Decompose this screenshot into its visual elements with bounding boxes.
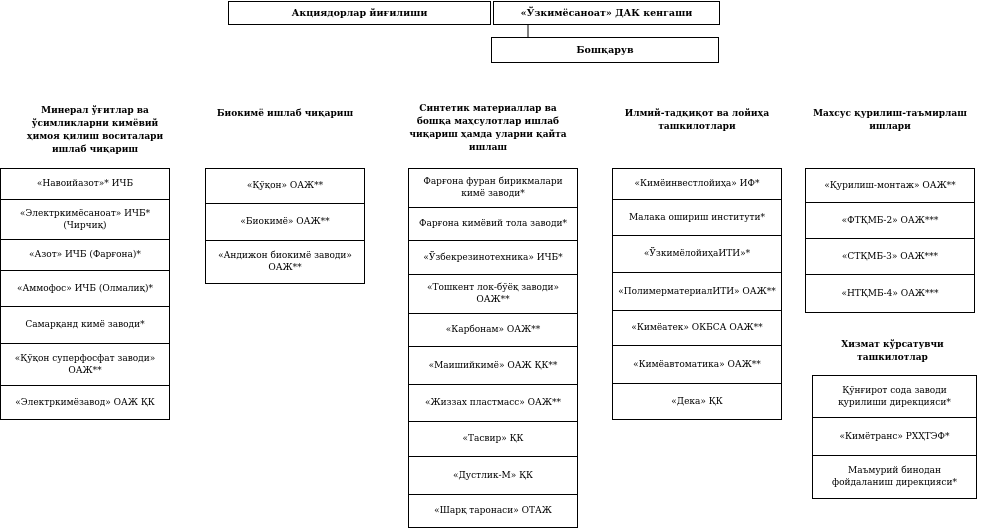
list-item: «Қурилиш-монтаж» ОАЖ** [806, 169, 974, 203]
list-item: «Навоийазот»* ИЧБ [1, 169, 169, 200]
list-item: «Тошкент лок-бўёқ заводи» ОАЖ** [409, 275, 577, 314]
shareholders-meeting-label: Акциядорлар йиғилиши [291, 7, 428, 19]
list-item: Фарғона фуран бирикмалари кимё заводи* [409, 169, 577, 208]
column-header-mineral: Минерал ўғитлар ва ўсимликларни кимёвий ҳимоя қилиш воситалари ишлаб чиқариш [26, 106, 164, 155]
list-item: «СТҚМБ-3» ОАЖ*** [806, 239, 974, 275]
list-item: «Электркимёзавод» ОАЖ ҚК [15, 397, 155, 408]
list-item: «ЎзкимёлойиҳаИТИ»* [613, 236, 781, 273]
list-item: «Шарқ таронаси» ОТАЖ [434, 506, 552, 516]
management-box [491, 37, 719, 63]
list-item: «Кимётранс» РХҲТЭФ* [813, 418, 976, 456]
list-item: «Электркимёсаноат» ИЧБ* (Чирчиқ) [1, 200, 169, 240]
shareholders-meeting-box [228, 1, 491, 25]
list-item: «Карбонам» ОАЖ** [409, 314, 577, 347]
column-list-research [612, 168, 782, 420]
list-item: «Биокимё» ОАЖ** [206, 204, 364, 241]
list-item: «Қўқон суперфосфат заводи» ОАЖ** [1, 344, 169, 386]
list-item: «Жиззах пластмасс» ОАЖ** [409, 385, 577, 422]
management-label: Бошқарув [576, 44, 634, 56]
column-header-construction: Махсус қурилиш-таъмирлаш ишлари [813, 109, 967, 132]
list-item: «Кимёавтоматика» ОАЖ** [613, 346, 781, 384]
list-item: Маъмурий бинодан фойдаланиш дирекцияси* [832, 466, 957, 488]
list-item: «Тасвир» ҚК [409, 422, 577, 457]
list-item: Фарғона кимёвий тола заводи* [409, 208, 577, 241]
column-list-mineral [0, 168, 170, 420]
list-item: Малака ошириш институти* [613, 200, 781, 236]
list-item: «НТҚМБ-4» ОАЖ*** [841, 288, 939, 299]
list-item: «Дека» ҚК [671, 396, 723, 407]
list-item: «ФТҚМБ-2» ОАЖ*** [806, 203, 974, 239]
list-item: «Аммофос» ИЧБ (Олмалиқ)* [1, 271, 169, 307]
list-item: Самарқанд кимё заводи* [1, 307, 169, 344]
council-label: «Ўзкимёсаноат» ДАК кенгаши [520, 7, 693, 19]
list-item: «Азот» ИЧБ (Фарғона)* [1, 240, 169, 271]
column-header-biochem: Биокимё ишлаб чиқариш [216, 109, 354, 119]
services-list [812, 375, 977, 499]
column-list-synthetic [408, 168, 578, 528]
column-list-construction [805, 168, 975, 313]
list-item: «Ўзбекрезинотехника» ИЧБ* [409, 241, 577, 275]
list-item: «Андижон биокимё заводи» ОАЖ** [218, 251, 352, 273]
list-item: Қўнғирот сода заводи қурилиши дирекцияси* [813, 376, 976, 418]
column-header-research: Илмий-тадқиқот ва лойиҳа ташкилотлари [624, 109, 770, 132]
services-header: Хизмат кўрсатувчи ташкилотлар [841, 340, 944, 363]
list-item: «Дустлик-М» ҚК [409, 457, 577, 495]
list-item: «ПолимерматериалИТИ» ОАЖ** [613, 273, 781, 311]
list-item: «Маишийкимё» ОАЖ ҚК** [409, 347, 577, 385]
column-list-biochem [205, 168, 365, 284]
council-box [493, 1, 720, 25]
list-item: «Кимёатек» ОКБСА ОАЖ** [613, 311, 781, 346]
column-header-synthetic: Синтетик материаллар ва бошқа маҳсулотлар ишлаб чиқариш ҳамда уларни қайта ишлаш [409, 104, 567, 153]
list-item: «Кимёинвестлойиҳа» ИФ* [613, 169, 781, 200]
list-item: «Қўқон» ОАЖ** [206, 169, 364, 204]
